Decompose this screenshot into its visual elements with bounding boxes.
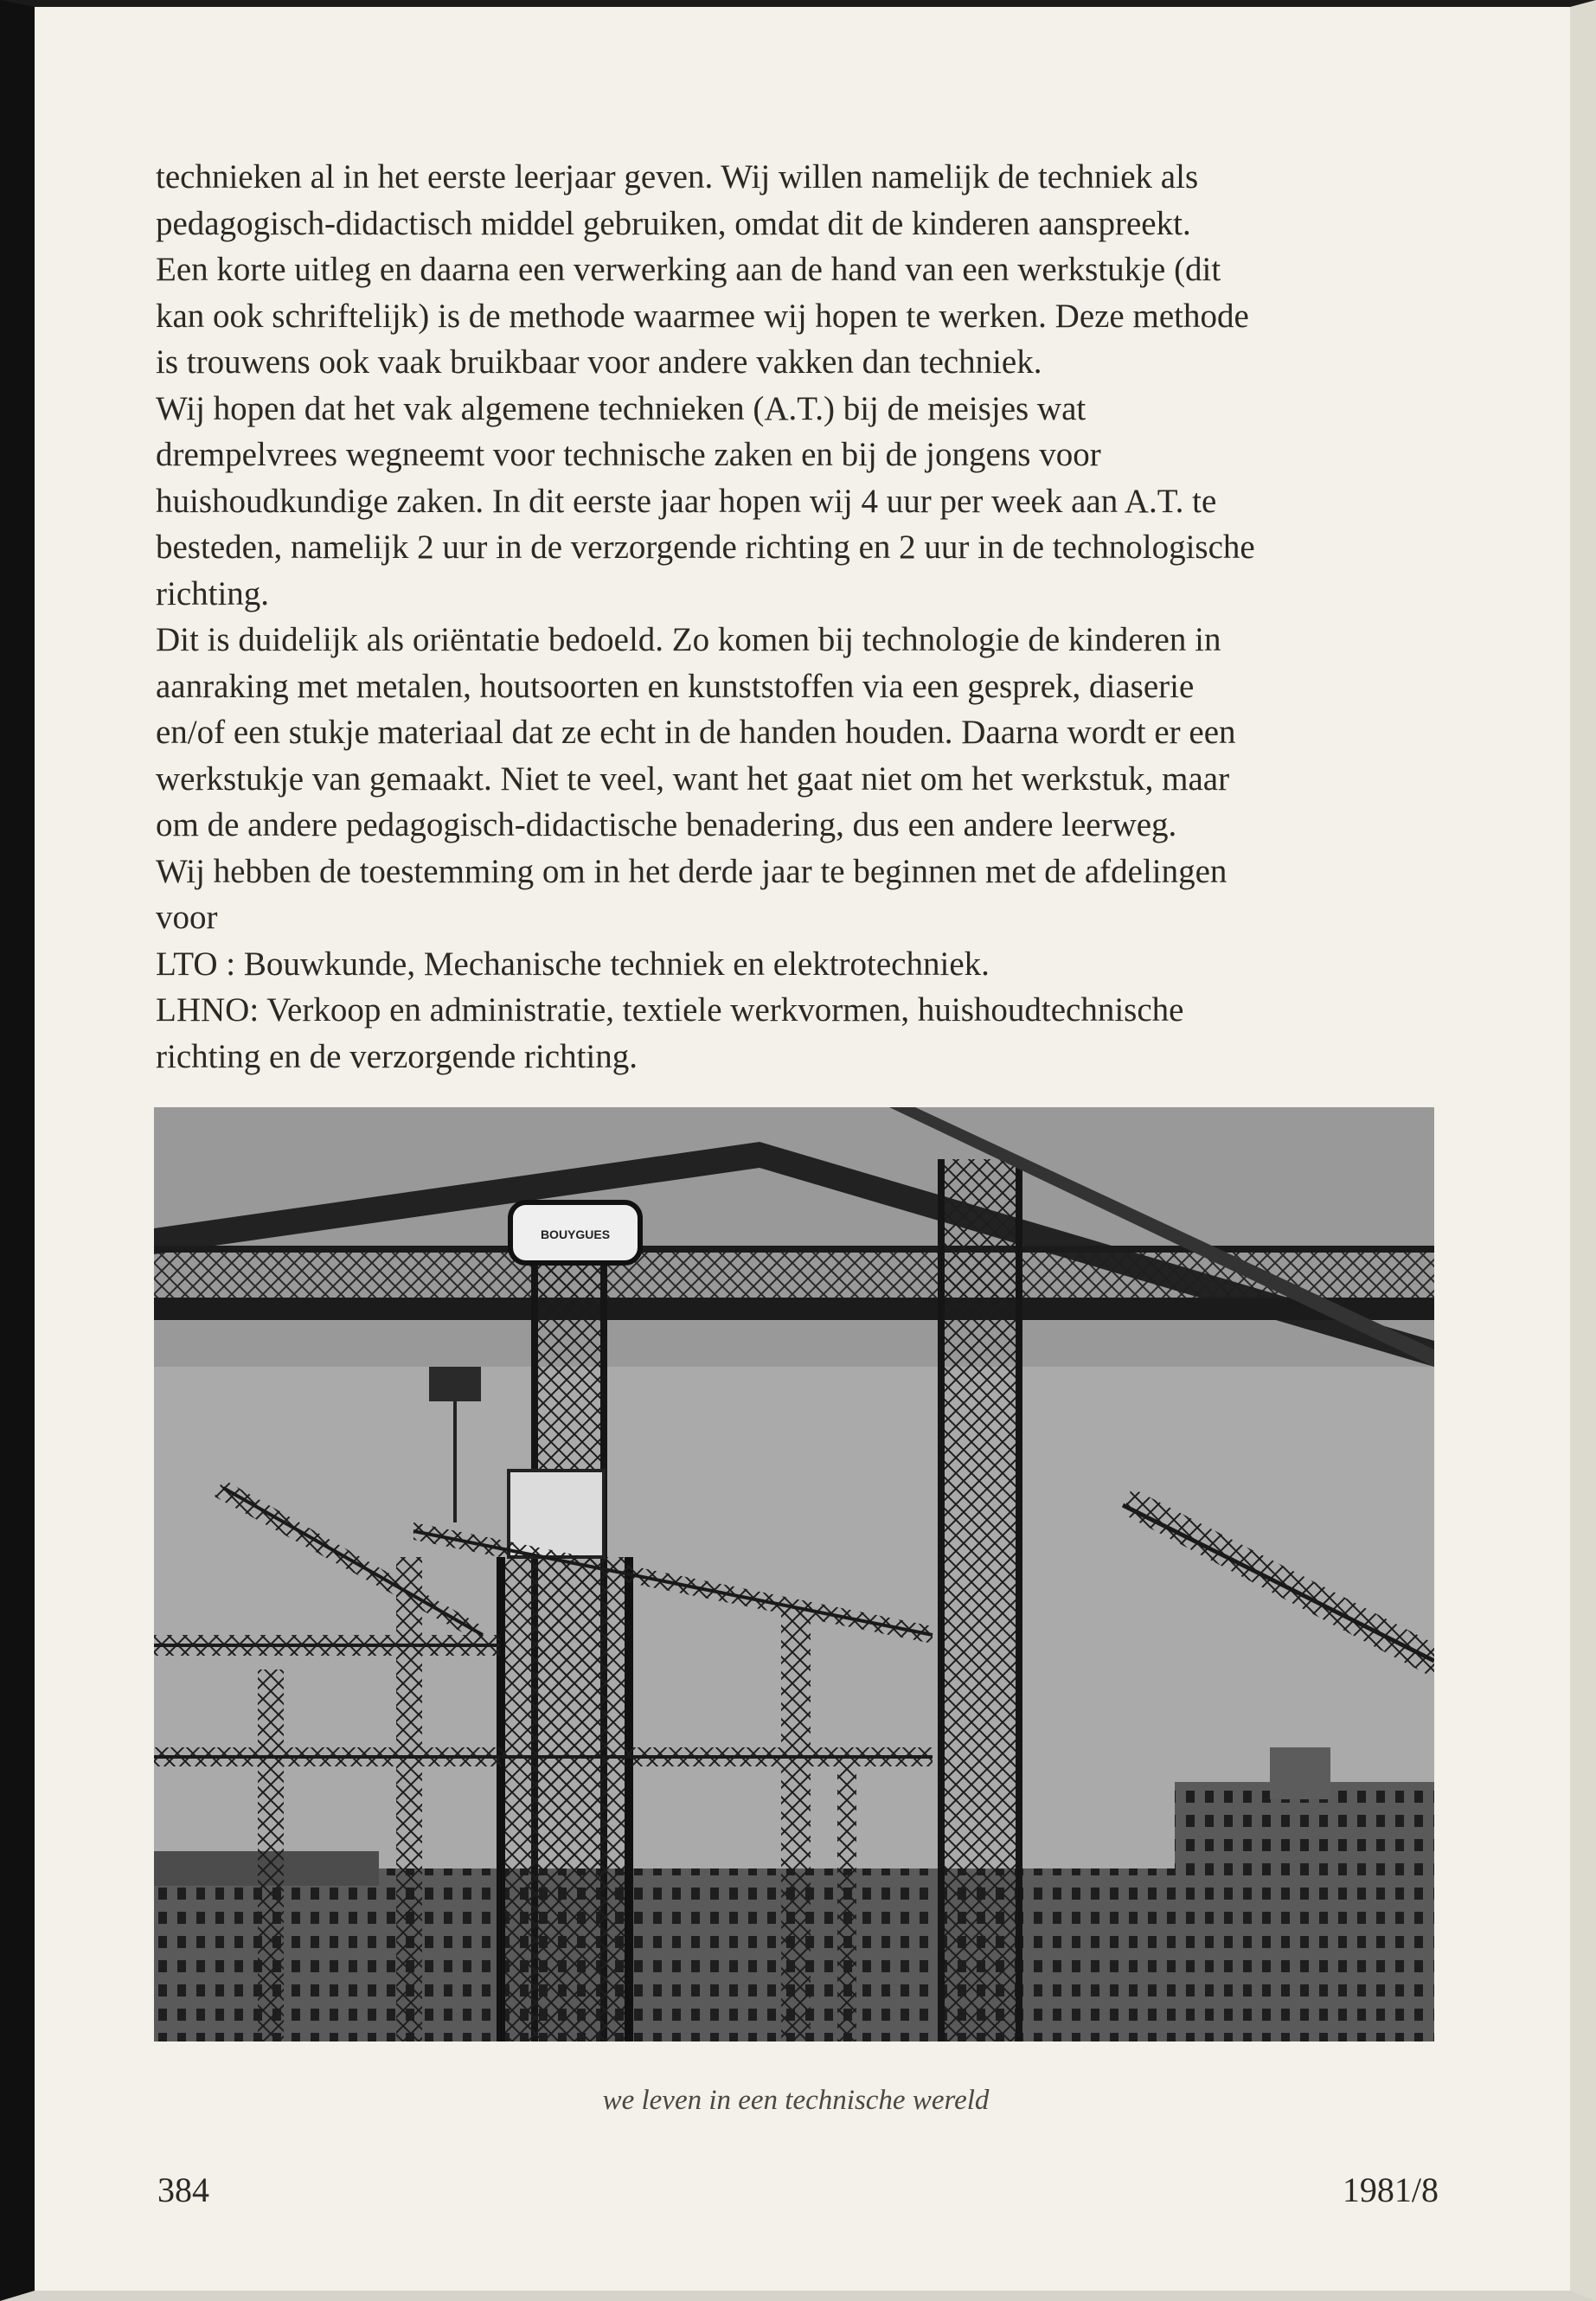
text-line: voor: [156, 899, 218, 936]
photo-caption: we leven in een technische wereld: [602, 2085, 990, 2116]
text-line: richting en de verzorgende richting.: [156, 1037, 638, 1075]
text-line: pedagogisch-didactisch middel gebruiken, omdat dit de kinderen aanspreekt.: [156, 204, 1191, 242]
text-line: LHNO: Verkoop en administratie, textiele werkvormen, huishoudtechnische: [156, 991, 1184, 1029]
text-line: is trouwens ook vaak bruikbaar voor andere vakken dan techniek.: [156, 343, 1042, 381]
body-text: [156, 154, 1436, 1080]
crane-sign-text: BOUYGUES: [540, 1227, 611, 1241]
text-line: technieken al in het eerste leerjaar geven. Wij willen namelijk de techniek als: [156, 158, 1199, 195]
issue-number: 1981/8: [1342, 2170, 1439, 2209]
text-line: werkstukje van gemaakt. Niet te veel, want het gaat niet om het werkstuk, maar: [156, 760, 1230, 798]
text-line: Een korte uitleg en daarna een verwerking aan de hand van een werkstukje (dit: [156, 251, 1221, 288]
text-line: Dit is duidelijk als oriëntatie bedoeld. Zo komen bij technologie de kinderen in: [156, 621, 1221, 658]
text-line: Wij hebben de toestemming om in het derde jaar te beginnen met de afdelingen: [156, 852, 1227, 890]
cranes-illustration: [154, 1107, 1434, 2041]
page-number: 384: [157, 2170, 209, 2209]
text-line: en/of een stukje materiaal dat ze echt in de handen houden. Daarna wordt er een: [156, 714, 1236, 751]
text-line: kan ook schriftelijk) is de methode waarmee wij hopen te werken. Deze methode: [156, 297, 1249, 335]
text-line: huishoudkundige zaken. In dit eerste jaar hopen wij 4 uur per week aan A.T. te: [156, 482, 1217, 520]
text-line: besteden, namelijk 2 uur in de verzorgende richting en 2 uur in de technologische: [156, 529, 1255, 566]
cranes-photo: [154, 1107, 1434, 2041]
text-line: aanraking met metalen, houtsoorten en kunststoffen via een gesprek, diaserie: [156, 667, 1195, 705]
text-line: richting.: [156, 574, 270, 612]
text-line: om de andere pedagogisch-didactische benadering, dus een andere leerweg.: [156, 806, 1177, 843]
text-line: LTO : Bouwkunde, Mechanische techniek en elektrotechniek.: [156, 945, 990, 983]
text-line: Wij hopen dat het vak algemene technieken (A.T.) bij de meisjes wat: [156, 389, 1086, 427]
text-line: drempelvrees wegneemt voor technische zaken en bij de jongens voor: [156, 436, 1101, 473]
